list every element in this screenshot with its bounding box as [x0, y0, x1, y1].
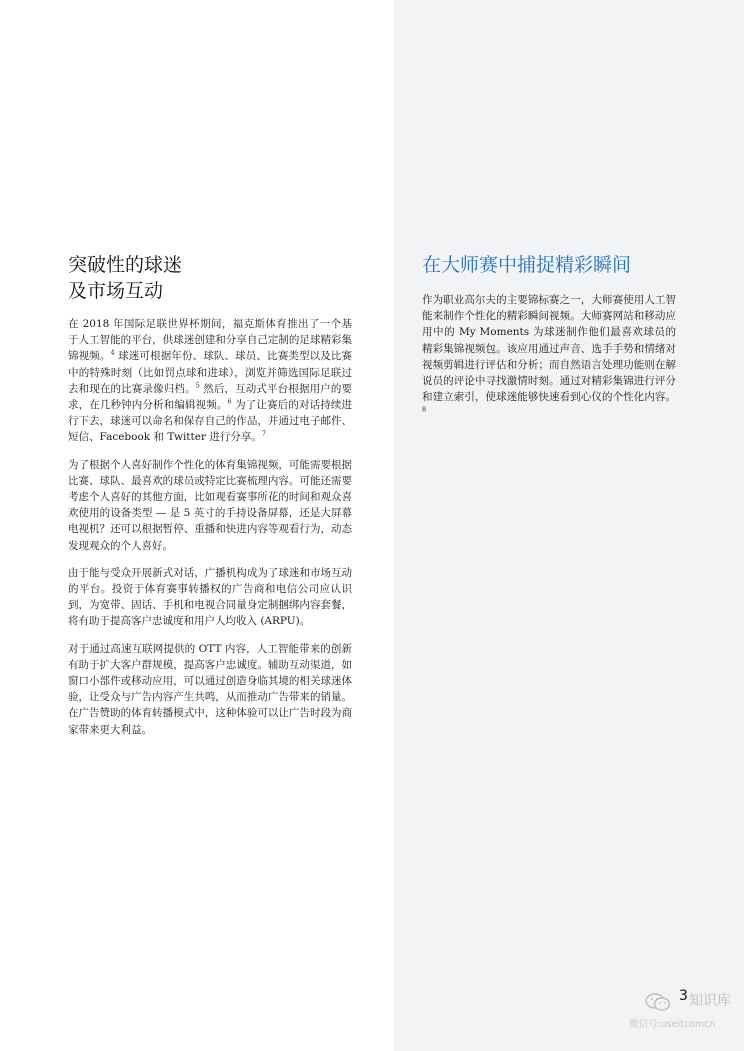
watermark: [629, 990, 740, 1030]
page-number: 3: [679, 988, 688, 1004]
text-run: 在 2018 年国际足联世界杯期间，福克斯体育推出了一个基于人工智能的平台，供球迷创建和分享自己定制的足球精彩集锦视频。: [68, 318, 352, 363]
text-run: 然后，互动式平台根据用户的要求，在几秒钟内分析和编辑视频。: [68, 382, 352, 412]
watermark-title: 知识库: [689, 993, 731, 1009]
paragraph-masters: [422, 292, 676, 422]
right-sidebar-panel: [394, 0, 744, 1051]
paragraph-ott: 对于通过高速互联网提供的 OTT 内容，人工智能带来的创新有助于扩大客户群规模，提高客户忠诚度。辅助互动渠道，如窗口小部件或移动应用，可以通过创造身临其境的相关球迷体验，让受众与广告内容产生共鸣，从而推动广告带来的销量。在广告赞助的体育转播模式中，这种体验可以让广告时段为商家带来更大利益。: [68, 642, 352, 736]
paragraph-broadcasters: 由于能与受众开展新式对话，广播机构成为了球迷和市场互动的平台。投资于体育赛事转播权的广告商和电信公司应认识到，为宽带、固话、手机和电视合同量身定制捆绑内容套餐，将有助于提高客户忠诚度和用户人均收入 (ARPU)。: [68, 566, 352, 628]
section-heading-fan-engagement: [68, 252, 352, 304]
footnote-ref: 6: [227, 397, 232, 406]
watermark-subtitle: 微信号:useitcomcn: [629, 1019, 716, 1030]
right-column: [422, 252, 676, 433]
heading-line-1: 突破性的球迷: [68, 254, 183, 276]
section-heading-masters: 在大师赛中捕捉精彩瞬间: [422, 254, 632, 276]
text-run: 为了让赛后的对话持续进行下去，球迷可以命名和保存自己的作品，并通过电子邮件、短信、Facebook 和 Twitter 进行分享。: [68, 399, 352, 444]
text-run: 球迷可根据年份、球队、球员、比赛类型以及比赛中的特殊时刻（比如罚点球和进球），浏览并筛选国际足联过去和现在的比赛录像归档。: [68, 350, 352, 395]
footnote-ref: 7: [261, 429, 266, 438]
footnote-ref: 5: [195, 381, 200, 390]
paragraph-personalization: 为了根据个人喜好制作个性化的体育集锦视频，可能需要根据比赛、球队、最喜欢的球员或特定比赛梳理内容。可能还需要考虑个人喜好的其他方面，比如观看赛事所花的时间和观众喜欢使用的设备类型 — 是 5 英寸的手持设备屏幕，还是大屏幕电视机？还可以根据暂停、重播和快进内容等观看行为，动态发现观众的个人喜好。: [68, 458, 352, 552]
footnote-ref: 4: [110, 348, 115, 357]
text-run: 作为职业高尔夫的主要锦标赛之一，大师赛使用人工智能来制作个性化的精彩瞬间视频。大师赛网站和移动应用中的 My Moments 为球迷制作他们最喜欢球员的精彩集锦视频包。该应用通过声音、选手手势和情绪对视频剪辑进行评估和分析；而自然语言处理功能则在解说员的评论中寻找激情时刻。通过对精彩集锦进行评分和建立索引，使球迷能够快速看到心仪的个性化内容。: [422, 294, 676, 404]
paragraph-fox-sports: [68, 316, 352, 446]
wechat-icon: [645, 992, 671, 1012]
footnote-ref: 8: [422, 405, 427, 414]
left-column: [68, 252, 352, 749]
heading-line-2: 及市场互动: [68, 280, 164, 302]
